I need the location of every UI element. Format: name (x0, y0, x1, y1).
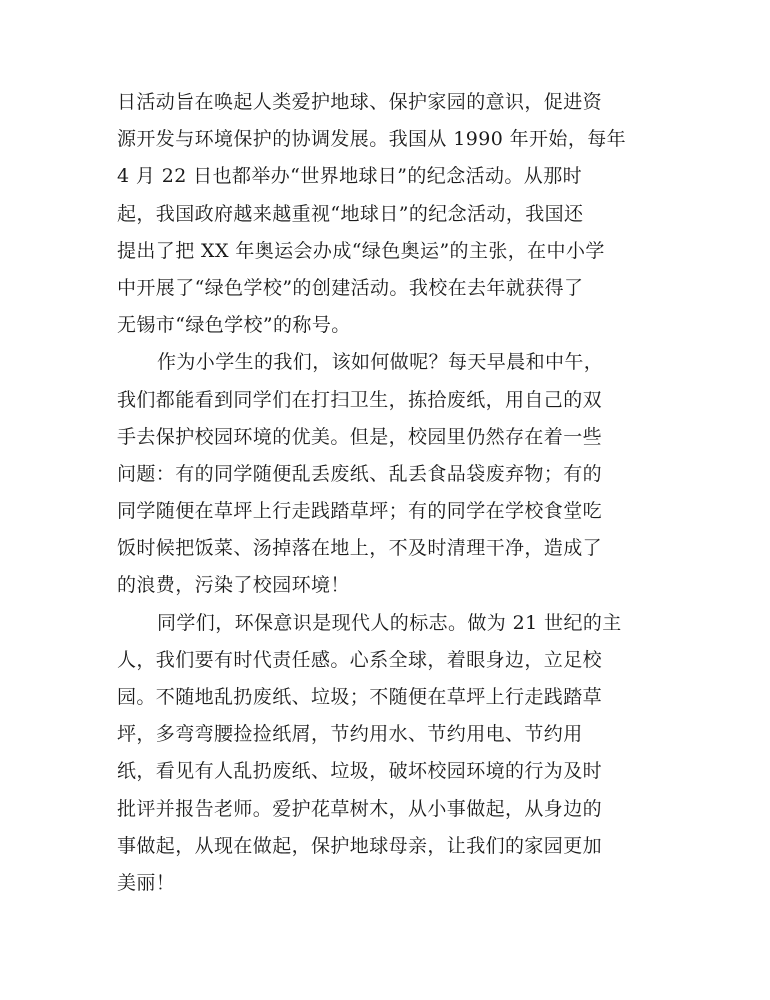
paragraph-line: 批评并报告老师。爱护花草树木，从小事做起，从身边的 (117, 797, 603, 820)
document-body (117, 84, 653, 902)
paragraph-line: 饭时候把饭菜、汤掉落在地上，不及时清理干净，造成了 (117, 537, 603, 560)
paragraph-line: 美丽！ (117, 871, 176, 894)
paragraph-line: 作为小学生的我们，该如何做呢？每天早晨和中午， (157, 351, 604, 374)
paragraph-call-to-action (117, 605, 653, 903)
paragraph-line: 源开发与环境保护的协调发展。我国从 1990 年开始，每年 (117, 128, 627, 151)
paragraph-line: 4 月 22 日也都举办“世界地球日”的纪念活动。从那时 (117, 165, 583, 188)
paragraph-line: 中开展了“绿色学校”的创建活动。我校在去年就获得了 (117, 276, 584, 299)
paragraph-line: 手去保护校园环境的优美。但是，校园里仍然存在着一些 (117, 425, 603, 448)
paragraph-line: 同学随便在草坪上行走践踏草坪；有的同学在学校食堂吃 (117, 500, 603, 523)
paragraph-line: 提出了把 XX 年奥运会办成“绿色奥运”的主张，在中小学 (117, 239, 605, 262)
paragraph-line: 人，我们要有时代责任感。心系全球，着眼身边，立足校 (117, 648, 603, 671)
paragraph-line: 的浪费，污染了校园环境！ (117, 574, 350, 597)
paragraph-students-problems (117, 344, 653, 604)
paragraph-line: 坪，多弯弯腰捡捡纸屑，节约用水、节约用电、节约用 (117, 723, 583, 746)
paragraph-line: 事做起，从现在做起，保护地球母亲，让我们的家园更加 (117, 834, 603, 857)
paragraph-line: 同学们，环保意识是现代人的标志。做为 21 世纪的主 (157, 611, 622, 634)
paragraph-line: 纸，看见有人乱扔废纸、垃圾，破坏校园环境的行为及时 (117, 760, 603, 783)
paragraph-line: 问题：有的同学随便乱丢废纸、乱丢食品袋废弃物；有的 (117, 462, 603, 485)
paragraph-earth-day (117, 84, 653, 344)
paragraph-line: 起，我国政府越来越重视“地球日”的纪念活动，我国还 (117, 202, 584, 225)
paragraph-line: 日活动旨在唤起人类爱护地球、保护家园的意识，促进资 (117, 91, 603, 113)
paragraph-line: 无锡市“绿色学校”的称号。 (117, 314, 351, 337)
paragraph-line: 我们都能看到同学们在打扫卫生，拣拾废纸，用自己的双 (117, 388, 603, 411)
paragraph-line: 园。不随地乱扔废纸、垃圾；不随便在草坪上行走践踏草 (117, 686, 603, 708)
